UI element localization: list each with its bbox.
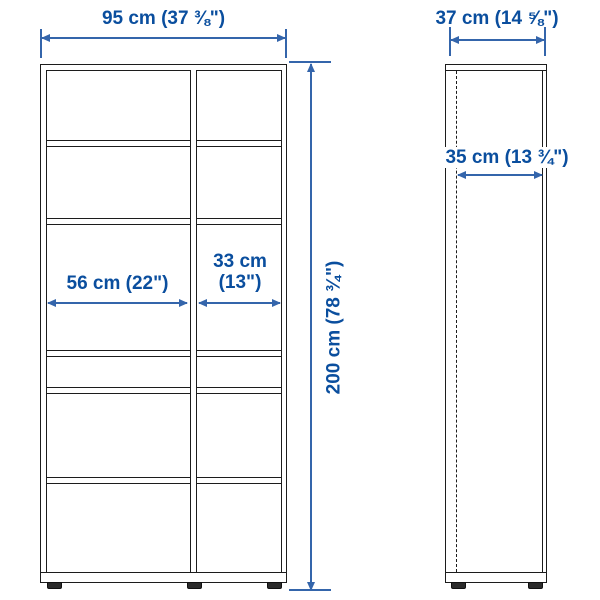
- front-foot-left: [47, 582, 62, 589]
- dimension-extension-line: [289, 61, 331, 63]
- dimension-inner-left-arrow: [48, 302, 187, 304]
- dimension-extension-line: [289, 589, 331, 591]
- dimension-tick: [449, 27, 451, 56]
- dimension-inner-depth-label: [425, 147, 589, 168]
- front-foot-right: [267, 582, 282, 589]
- dimension-inner-depth-arrow: [458, 174, 542, 176]
- center-divider: [190, 70, 197, 572]
- side-foot-front: [528, 582, 543, 589]
- dimension-inner-right-arrow: [199, 302, 280, 304]
- dimension-inner-right-line2: (13"): [218, 272, 262, 293]
- dimension-inner-right-line1: 33 cm: [213, 251, 267, 272]
- dimension-depth-arrow: [451, 39, 544, 41]
- side-front-edge-line: [542, 70, 543, 573]
- dimension-height-label: 200 cm (78 ¾"): [323, 260, 345, 395]
- bookcase-side-view: [445, 64, 547, 583]
- shelf: [46, 218, 281, 225]
- dimension-inner-left-label: 56 cm (22"): [66, 273, 169, 294]
- dimension-width-arrow: [42, 37, 285, 39]
- side-top-panel-line: [446, 70, 546, 71]
- dimension-tick: [544, 27, 546, 56]
- dimension-tick: [40, 29, 42, 58]
- dimension-height-arrow: [310, 64, 312, 590]
- dimension-width-label: 95 cm (37 ⅜"): [101, 8, 226, 29]
- shelf: [46, 477, 281, 484]
- dimension-inner-depth-text: 35 cm (13 ¾"): [445, 147, 569, 168]
- shelf: [46, 140, 281, 147]
- dimension-depth-label: 37 cm (14 ⅝"): [435, 8, 559, 29]
- side-foot-back: [451, 582, 466, 589]
- dimension-tick: [285, 29, 287, 58]
- front-bottom-panel: [41, 572, 286, 582]
- front-foot-center: [187, 582, 202, 589]
- bookcase-front-view: [40, 64, 287, 583]
- shelf: [46, 350, 281, 357]
- side-bottom-panel: [446, 572, 546, 582]
- shelf: [46, 387, 281, 394]
- dimension-inner-right-label: [198, 251, 282, 293]
